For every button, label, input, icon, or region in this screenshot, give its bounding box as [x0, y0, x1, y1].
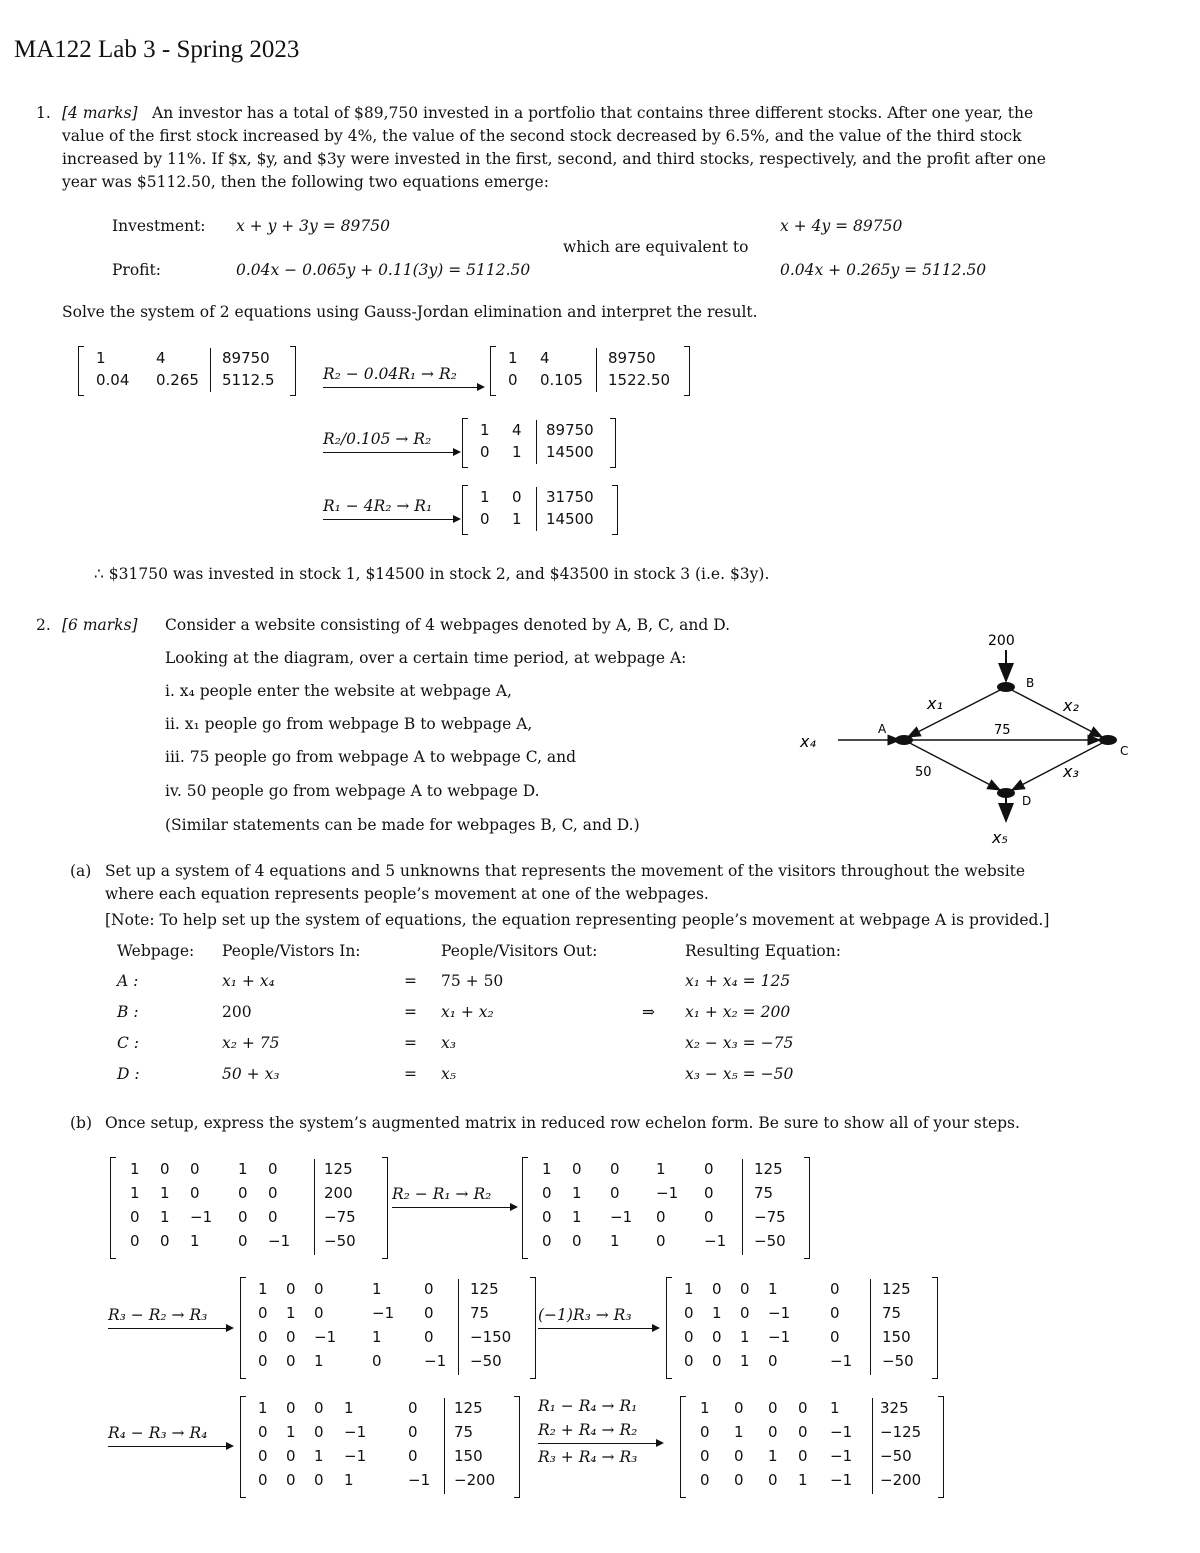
q2-matrix-initial-augment-bar [314, 1159, 315, 1255]
q1-equiv-text: which are equivalent to [563, 238, 749, 256]
q2-matrix-step-1-cell: 0 [704, 1184, 714, 1202]
q2-matrix-step-4-bracket-right [514, 1396, 520, 1498]
q2-matrix-rref-cell: −125 [880, 1423, 922, 1441]
q1-op-2-arrow [323, 452, 459, 453]
q2-matrix-step-1-cell: 0 [656, 1232, 666, 1250]
q2-matrix-rref-cell: 325 [880, 1399, 909, 1417]
q2-matrix-step-1-cell: 1 [572, 1184, 582, 1202]
q2-matrix-step-1-cell: 1 [542, 1160, 552, 1178]
q2b-text: Once setup, express the system’s augmented matrix in reduced row echelon form. Be sure to show all of your steps. [105, 1114, 1020, 1132]
q2-matrix-initial-bracket-right [382, 1157, 388, 1259]
q2-matrix-rref-cell: 0 [768, 1471, 778, 1489]
q1-eq-label-investment: Investment: [112, 217, 206, 235]
q1-op-1-arrow [323, 387, 483, 388]
q2-op-3-arrow [538, 1328, 658, 1329]
q2-matrix-step-1-cell: 75 [754, 1184, 774, 1202]
q2a-label: (a) [70, 862, 92, 880]
q2-matrix-step-3-cell: 0 [684, 1304, 694, 1322]
q2-matrix-initial-cell: 0 [238, 1184, 248, 1202]
q2-matrix-step-4-cell: 1 [258, 1399, 268, 1417]
q2-matrix-initial-cell: 0 [190, 1160, 200, 1178]
label-x2: x₂ [1063, 696, 1079, 715]
q1-matrix-step-3-cell: 0 [480, 510, 490, 528]
q2-matrix-step-3-cell: 1 [768, 1280, 778, 1298]
q2-matrix-step-1-cell: 0 [704, 1160, 714, 1178]
q2-matrix-rref-cell: 0 [768, 1399, 778, 1417]
q1-matrix-initial-bracket-right [290, 346, 296, 396]
node-d [997, 788, 1015, 798]
q2-matrix-step-1-cell: −1 [704, 1232, 727, 1250]
q2-matrix-step-2-cell: 0 [258, 1328, 268, 1346]
q1-matrix-initial-augment-bar [210, 348, 211, 392]
q2-matrix-step-1-cell: −1 [656, 1184, 679, 1202]
q1-matrix-step-1-cell: 1522.50 [608, 371, 671, 389]
q1-solve-text: Solve the system of 2 equations using Gauss-Jordan elimination and interpret the result. [62, 303, 758, 321]
q2-matrix-step-4-cell: −1 [344, 1447, 367, 1465]
q2-matrix-step-2-cell: −1 [372, 1304, 395, 1322]
q2-matrix-step-1-bracket-right [804, 1157, 810, 1259]
q2-matrix-step-4-bracket-left [240, 1396, 246, 1498]
q2b-label: (b) [70, 1114, 93, 1132]
table-header-webpage: Webpage: [117, 942, 195, 960]
q2-number: 2. [36, 616, 51, 634]
q2-marks: [6 marks] [62, 616, 138, 634]
q2-matrix-step-1-cell: 0 [542, 1232, 552, 1250]
q2-matrix-step-4-cell: −200 [454, 1471, 496, 1489]
q1-matrix-step-2-augment-bar [536, 420, 537, 464]
q2-matrix-step-3-cell: −1 [830, 1352, 853, 1370]
q1-eq-investment: x + y + 3y = 89750 [236, 217, 390, 235]
q1-matrix-step-1-cell: 0.105 [540, 371, 583, 389]
q2-matrix-step-2-cell: −150 [470, 1328, 512, 1346]
label-x5: x₅ [992, 828, 1008, 847]
table-cell: = [404, 1034, 417, 1052]
q2-matrix-step-4-cell: 0 [408, 1399, 418, 1417]
q2-matrix-step-4-cell: 0 [408, 1423, 418, 1441]
q2-matrix-rref-cell: 0 [700, 1471, 710, 1489]
q1-line-3: increased by 11%. If $x, $y, and $3y were invested in the first, second, and third stocks, respectively, and the profit after one [62, 150, 1046, 168]
q2-item-4: iv. 50 people go from webpage A to webpage D. [165, 782, 540, 800]
q2-matrix-step-2-cell: −50 [470, 1352, 502, 1370]
table-cell: x₁ + x₂ [441, 1003, 494, 1021]
q2-matrix-step-2-cell: 75 [470, 1304, 490, 1322]
q2-matrix-step-1-cell: 0 [610, 1184, 620, 1202]
q2-matrix-step-3-cell: 0 [768, 1352, 778, 1370]
q2-matrix-step-2-cell: 0 [286, 1352, 296, 1370]
q2-matrix-step-1-cell: −75 [754, 1208, 786, 1226]
q1-matrix-step-1-cell: 89750 [608, 349, 656, 367]
q2-matrix-step-3-cell: 1 [684, 1280, 694, 1298]
q2-looking: Looking at the diagram, over a certain time period, at webpage A: [165, 649, 687, 667]
q2-matrix-rref-cell: −50 [880, 1447, 912, 1465]
q2-op-2-arrow [108, 1328, 232, 1329]
q2-matrix-initial-cell: 1 [190, 1232, 200, 1250]
table-cell: = [404, 1065, 417, 1083]
table-cell: B : [117, 1003, 139, 1021]
q2-matrix-step-2-cell: 0 [372, 1352, 382, 1370]
q2-matrix-step-2-cell: 0 [314, 1304, 324, 1322]
node-c [1099, 735, 1117, 745]
table-cell: D : [117, 1065, 140, 1083]
q2-matrix-step-1-augment-bar [742, 1159, 743, 1255]
website-network-diagram [790, 625, 1150, 855]
q2-matrix-step-2-cell: 0 [286, 1280, 296, 1298]
q2-matrix-step-2-cell: 1 [372, 1328, 382, 1346]
label-200: 200 [988, 633, 1015, 649]
q2-matrix-initial-cell: 1 [160, 1184, 170, 1202]
table-cell: x₃ [441, 1034, 456, 1052]
q2-op-6: R₂ + R₄ → R₂ [538, 1421, 638, 1439]
q2-matrix-step-2-bracket-left [240, 1277, 246, 1379]
q2-matrix-step-1-cell: 0 [704, 1208, 714, 1226]
q2-matrix-step-3-cell: 1 [740, 1328, 750, 1346]
table-cell: x₃ − x₅ = −50 [685, 1065, 794, 1083]
q1-matrix-step-3-cell: 1 [512, 510, 522, 528]
q1-matrix-step-1-cell: 4 [540, 349, 550, 367]
q2-matrix-rref-cell: 0 [734, 1471, 744, 1489]
q2-matrix-step-4-cell: 0 [314, 1423, 324, 1441]
q2-matrix-step-3-cell: −1 [768, 1304, 791, 1322]
q1-eq-profit: 0.04x − 0.065y + 0.11(3y) = 5112.50 [236, 261, 531, 279]
q2-matrix-rref-cell: 0 [734, 1399, 744, 1417]
q1-line-1: An investor has a total of $89,750 invested in a portfolio that contains three different stocks. After one year, the [152, 104, 1034, 122]
q2-matrix-step-2-cell: 1 [372, 1280, 382, 1298]
edge-b-c [1006, 687, 1102, 737]
q2-matrix-step-1-cell: 125 [754, 1160, 783, 1178]
q2-matrix-step-1-cell: 0 [656, 1208, 666, 1226]
q2-matrix-rref-augment-bar [872, 1398, 873, 1494]
q1-matrix-initial-cell: 4 [156, 349, 166, 367]
q2-matrix-rref-cell: 0 [700, 1423, 710, 1441]
q1-line-2: value of the first stock increased by 4%, the value of the second stock decreased by 6.5%, and the value of the third stock [62, 127, 1022, 145]
q2-matrix-step-1-cell: −1 [610, 1208, 633, 1226]
q2-matrix-step-2-cell: 0 [286, 1328, 296, 1346]
q2-matrix-step-4-cell: −1 [344, 1423, 367, 1441]
q2-op-1-arrow [392, 1207, 516, 1208]
q2-matrix-rref-cell: 1 [768, 1447, 778, 1465]
q2-matrix-rref-cell: −1 [830, 1447, 853, 1465]
q2-matrix-rref-cell: 0 [798, 1399, 808, 1417]
q1-matrix-initial-cell: 5112.5 [222, 371, 275, 389]
q2-matrix-step-1-cell: 1 [572, 1208, 582, 1226]
q2-op-4-arrow [108, 1446, 232, 1447]
q1-matrix-step-1-cell: 0 [508, 371, 518, 389]
node-b [997, 682, 1015, 692]
q2-op-7: R₃ + R₄ → R₃ [538, 1448, 638, 1466]
table-cell: 200 [222, 1003, 252, 1021]
q1-eq-equiv-2: 0.04x + 0.265y = 5112.50 [780, 261, 987, 279]
q2-matrix-step-3-cell: 0 [712, 1328, 722, 1346]
q2-item-5: (Similar statements can be made for webpages B, C, and D.) [165, 816, 640, 834]
table-cell: x₁ + x₄ [222, 972, 275, 990]
q2-matrix-step-2-cell: 0 [258, 1304, 268, 1322]
q2-matrix-step-3-cell: 1 [712, 1304, 722, 1322]
node-a [895, 735, 913, 745]
q2-intro: Consider a website consisting of 4 webpages denoted by A, B, C, and D. [165, 616, 731, 634]
q1-matrix-step-2-cell: 89750 [546, 421, 594, 439]
q2-matrix-rref-cell: −1 [830, 1471, 853, 1489]
table-cell: x₂ − x₃ = −75 [685, 1034, 794, 1052]
q2-matrix-step-1-cell: 1 [656, 1160, 666, 1178]
table-cell: = [404, 1003, 417, 1021]
q2-matrix-step-4-cell: −1 [408, 1471, 431, 1489]
q2a-line-2: where each equation represents people’s movement at one of the webpages. [105, 885, 709, 903]
q2-matrix-step-2-cell: 0 [314, 1280, 324, 1298]
q2-matrix-step-3-cell: 0 [712, 1280, 722, 1298]
q1-matrix-step-2-cell: 0 [480, 443, 490, 461]
q2-matrix-step-3-bracket-left [666, 1277, 672, 1379]
q2-matrix-step-4-cell: 0 [258, 1471, 268, 1489]
q2-matrix-initial-cell: 0 [130, 1232, 140, 1250]
q2-matrix-rref-cell: 1 [734, 1423, 744, 1441]
q2-matrix-rref-cell: 1 [798, 1471, 808, 1489]
q2-matrix-step-4-cell: 1 [344, 1399, 354, 1417]
q2-matrix-initial-cell: 0 [160, 1160, 170, 1178]
table-cell: ⇒ [642, 1003, 655, 1021]
q1-matrix-initial-cell: 0.265 [156, 371, 199, 389]
q2-matrix-step-1-cell: 0 [542, 1184, 552, 1202]
q1-matrix-step-2-cell: 1 [512, 443, 522, 461]
q1-matrix-step-1-augment-bar [596, 348, 597, 392]
q2-matrix-step-2-cell: −1 [424, 1352, 447, 1370]
table-cell: x₁ + x₂ = 200 [685, 1003, 791, 1021]
q2-matrix-rref-cell: 0 [768, 1423, 778, 1441]
q2-matrix-rref-cell: 1 [700, 1399, 710, 1417]
table-cell: = [404, 972, 417, 990]
q1-op-2: R₂/0.105 → R₂ [323, 430, 432, 448]
q2-matrix-step-3-cell: −1 [768, 1328, 791, 1346]
q1-number: 1. [36, 104, 51, 122]
q2-matrix-step-3-bracket-right [932, 1277, 938, 1379]
q2-matrix-step-3-cell: 0 [740, 1280, 750, 1298]
q2-matrix-step-3-cell: 0 [830, 1280, 840, 1298]
q2-matrix-step-1-bracket-left [522, 1157, 528, 1259]
q2-matrix-step-3-cell: 0 [684, 1328, 694, 1346]
q2-matrix-initial-cell: 0 [238, 1208, 248, 1226]
table-header-result: Resulting Equation: [685, 942, 841, 960]
q1-matrix-step-2-cell: 1 [480, 421, 490, 439]
table-cell: C : [117, 1034, 140, 1052]
q1-matrix-step-2-cell: 14500 [546, 443, 594, 461]
q1-matrix-initial-cell: 1 [96, 349, 106, 367]
q2-matrix-initial-cell: 1 [130, 1160, 140, 1178]
q2-matrix-initial-cell: 0 [268, 1184, 278, 1202]
page-title: MA122 Lab 3 - Spring 2023 [14, 36, 300, 63]
q2-matrix-step-4-cell: 0 [314, 1399, 324, 1417]
q2-matrix-rref-cell: 1 [830, 1399, 840, 1417]
q2-matrix-step-4-cell: 1 [314, 1447, 324, 1465]
label-node-c: C [1120, 744, 1129, 758]
q2-matrix-rref-cell: 0 [734, 1447, 744, 1465]
q2-matrix-initial-cell: 0 [190, 1184, 200, 1202]
table-cell: x₅ [441, 1065, 456, 1083]
label-x4: x₄ [800, 732, 816, 751]
q2-matrix-step-4-cell: 0 [286, 1447, 296, 1465]
q1-op-1: R₂ − 0.04R₁ → R₂ [323, 365, 457, 383]
q2-op-2: R₃ − R₂ → R₃ [108, 1306, 208, 1324]
q1-matrix-step-3-bracket-left [462, 485, 468, 535]
q2-matrix-initial-cell: −1 [268, 1232, 291, 1250]
q1-matrix-step-2-cell: 4 [512, 421, 522, 439]
q1-eq-equiv-1: x + 4y = 89750 [780, 217, 903, 235]
table-cell: x₁ + x₄ = 125 [685, 972, 791, 990]
q2-matrix-initial-cell: 0 [160, 1232, 170, 1250]
q2-matrix-step-3-cell: 0 [830, 1328, 840, 1346]
q2-matrix-step-3-cell: 1 [740, 1352, 750, 1370]
q1-matrix-step-1-bracket-left [490, 346, 496, 396]
q2-matrix-step-4-cell: 1 [286, 1423, 296, 1441]
q2-matrix-rref-cell: 0 [798, 1423, 808, 1441]
q2-matrix-step-2-cell: 1 [286, 1304, 296, 1322]
q2-matrix-step-2-cell: −1 [314, 1328, 337, 1346]
q2-matrix-step-2-cell: 0 [258, 1352, 268, 1370]
q2-matrix-rref-cell: 0 [700, 1447, 710, 1465]
q2-matrix-step-3-augment-bar [870, 1279, 871, 1375]
q2-item-3: iii. 75 people go from webpage A to webpage C, and [165, 748, 577, 766]
q2-matrix-rref-bracket-right [938, 1396, 944, 1498]
q2-matrix-step-2-bracket-right [530, 1277, 536, 1379]
q2-matrix-step-1-cell: 0 [572, 1232, 582, 1250]
label-node-a: A [878, 722, 887, 736]
q2-matrix-step-4-augment-bar [444, 1398, 445, 1494]
q1-matrix-step-3-cell: 31750 [546, 488, 594, 506]
q2-matrix-step-2-cell: 125 [470, 1280, 499, 1298]
q2-matrix-step-4-cell: 75 [454, 1423, 474, 1441]
q1-matrix-step-2-bracket-right [610, 418, 616, 468]
q2-matrix-initial-cell: 200 [324, 1184, 353, 1202]
table-header-in: People/Vistors In: [222, 942, 361, 960]
q1-matrix-step-3-cell: 1 [480, 488, 490, 506]
q1-matrix-step-1-cell: 1 [508, 349, 518, 367]
q2-matrix-initial-bracket-left [110, 1157, 116, 1259]
q2-matrix-step-2-cell: 0 [424, 1280, 434, 1298]
q2-matrix-step-4-cell: 0 [408, 1447, 418, 1465]
q2-matrix-step-3-cell: 150 [882, 1328, 911, 1346]
q2-matrix-rref-cell: 0 [798, 1447, 808, 1465]
q2-matrix-initial-cell: −75 [324, 1208, 356, 1226]
table-cell: A : [117, 972, 139, 990]
q2-matrix-step-1-cell: 0 [572, 1160, 582, 1178]
q1-matrix-initial-cell: 0.04 [96, 371, 130, 389]
q1-matrix-step-1-bracket-right [684, 346, 690, 396]
q2-op-4: R₄ − R₃ → R₄ [108, 1424, 208, 1442]
q2-matrix-step-2-cell: 0 [424, 1328, 434, 1346]
q2-matrix-initial-cell: 1 [238, 1160, 248, 1178]
q2-op-3: (−1)R₃ → R₃ [538, 1306, 632, 1324]
q1-matrix-step-3-cell: 14500 [546, 510, 594, 528]
q2-matrix-step-1-cell: 0 [610, 1160, 620, 1178]
q2-matrix-initial-cell: 0 [268, 1208, 278, 1226]
q2-matrix-step-1-cell: 0 [542, 1208, 552, 1226]
q1-matrix-step-2-bracket-left [462, 418, 468, 468]
q2-matrix-step-3-cell: 0 [740, 1304, 750, 1322]
q1-matrix-initial-bracket-left [78, 346, 84, 396]
q1-marks: [4 marks] [62, 104, 138, 122]
q2-matrix-step-4-cell: 150 [454, 1447, 483, 1465]
edge-c-d [1012, 740, 1108, 790]
q2-matrix-initial-cell: 125 [324, 1160, 353, 1178]
label-node-d: D [1022, 794, 1032, 808]
q2-matrix-step-2-cell: 0 [424, 1304, 434, 1322]
q1-matrix-step-3-augment-bar [536, 487, 537, 531]
table-cell: 50 + x₃ [222, 1065, 280, 1083]
q2-op-1: R₂ − R₁ → R₂ [392, 1185, 492, 1203]
q2-item-1: i. x₄ people enter the website at webpage A, [165, 682, 512, 700]
q1-op-3-arrow [323, 519, 459, 520]
q2-matrix-initial-cell: −1 [190, 1208, 213, 1226]
label-75: 75 [994, 723, 1011, 738]
q2-matrix-step-4-cell: 0 [286, 1399, 296, 1417]
label-x1: x₁ [927, 694, 943, 713]
q2-matrix-step-2-cell: 1 [314, 1352, 324, 1370]
table-cell: x₂ + 75 [222, 1034, 280, 1052]
q2-matrix-step-4-cell: 125 [454, 1399, 483, 1417]
q1-matrix-step-3-bracket-right [612, 485, 618, 535]
q2-matrix-step-3-cell: −50 [882, 1352, 914, 1370]
q2-matrix-rref-cell: −200 [880, 1471, 922, 1489]
q1-conclusion: ∴ $31750 was invested in stock 1, $14500 in stock 2, and $43500 in stock 3 (i.e. $3y). [94, 565, 770, 583]
q2-matrix-initial-cell: 1 [160, 1208, 170, 1226]
q2-matrix-rref-bracket-left [680, 1396, 686, 1498]
q2-matrix-step-4-cell: 0 [286, 1471, 296, 1489]
q2-matrix-initial-cell: −50 [324, 1232, 356, 1250]
q2-matrix-step-3-cell: 0 [684, 1352, 694, 1370]
label-50: 50 [915, 765, 932, 780]
q1-matrix-step-3-cell: 0 [512, 488, 522, 506]
q2-matrix-step-2-augment-bar [458, 1279, 459, 1375]
q2-matrix-step-4-cell: 0 [258, 1447, 268, 1465]
q2-matrix-initial-cell: 0 [130, 1208, 140, 1226]
q2-matrix-step-1-cell: −50 [754, 1232, 786, 1250]
q2-matrix-initial-cell: 0 [268, 1160, 278, 1178]
table-header-out: People/Visitors Out: [441, 942, 598, 960]
q2-item-2: ii. x₁ people go from webpage B to webpage A, [165, 715, 533, 733]
q2-matrix-step-4-cell: 0 [314, 1471, 324, 1489]
q2-matrix-step-4-cell: 1 [344, 1471, 354, 1489]
q1-eq-label-profit: Profit: [112, 261, 161, 279]
q1-line-4: year was $5112.50, then the following two equations emerge: [62, 173, 549, 191]
q2-matrix-step-3-cell: 0 [712, 1352, 722, 1370]
edge-b-a [908, 687, 1006, 737]
q2a-line-1: Set up a system of 4 equations and 5 unknowns that represents the movement of the visitors throughout the website [105, 862, 1026, 880]
q2-op-5: R₁ − R₄ → R₁ [538, 1397, 638, 1415]
q2-matrix-step-1-cell: 1 [610, 1232, 620, 1250]
q2a-note: [Note: To help set up the system of equations, the equation representing people’s movement at webpage A is provided.] [105, 911, 1050, 929]
q2-matrix-step-3-cell: 75 [882, 1304, 902, 1322]
q2-matrix-initial-cell: 0 [238, 1232, 248, 1250]
table-cell: 75 + 50 [441, 972, 504, 990]
q2-matrix-step-2-cell: 1 [258, 1280, 268, 1298]
q2-op-6-arrow [538, 1443, 662, 1444]
label-node-b: B [1026, 676, 1035, 690]
q2-matrix-step-3-cell: 0 [830, 1304, 840, 1322]
q1-op-3: R₁ − 4R₂ → R₁ [323, 497, 433, 515]
label-x3: x₃ [1063, 762, 1079, 781]
q2-matrix-initial-cell: 1 [130, 1184, 140, 1202]
q2-matrix-step-3-cell: 125 [882, 1280, 911, 1298]
q1-matrix-initial-cell: 89750 [222, 349, 270, 367]
q2-matrix-step-4-cell: 0 [258, 1423, 268, 1441]
q2-matrix-rref-cell: −1 [830, 1423, 853, 1441]
